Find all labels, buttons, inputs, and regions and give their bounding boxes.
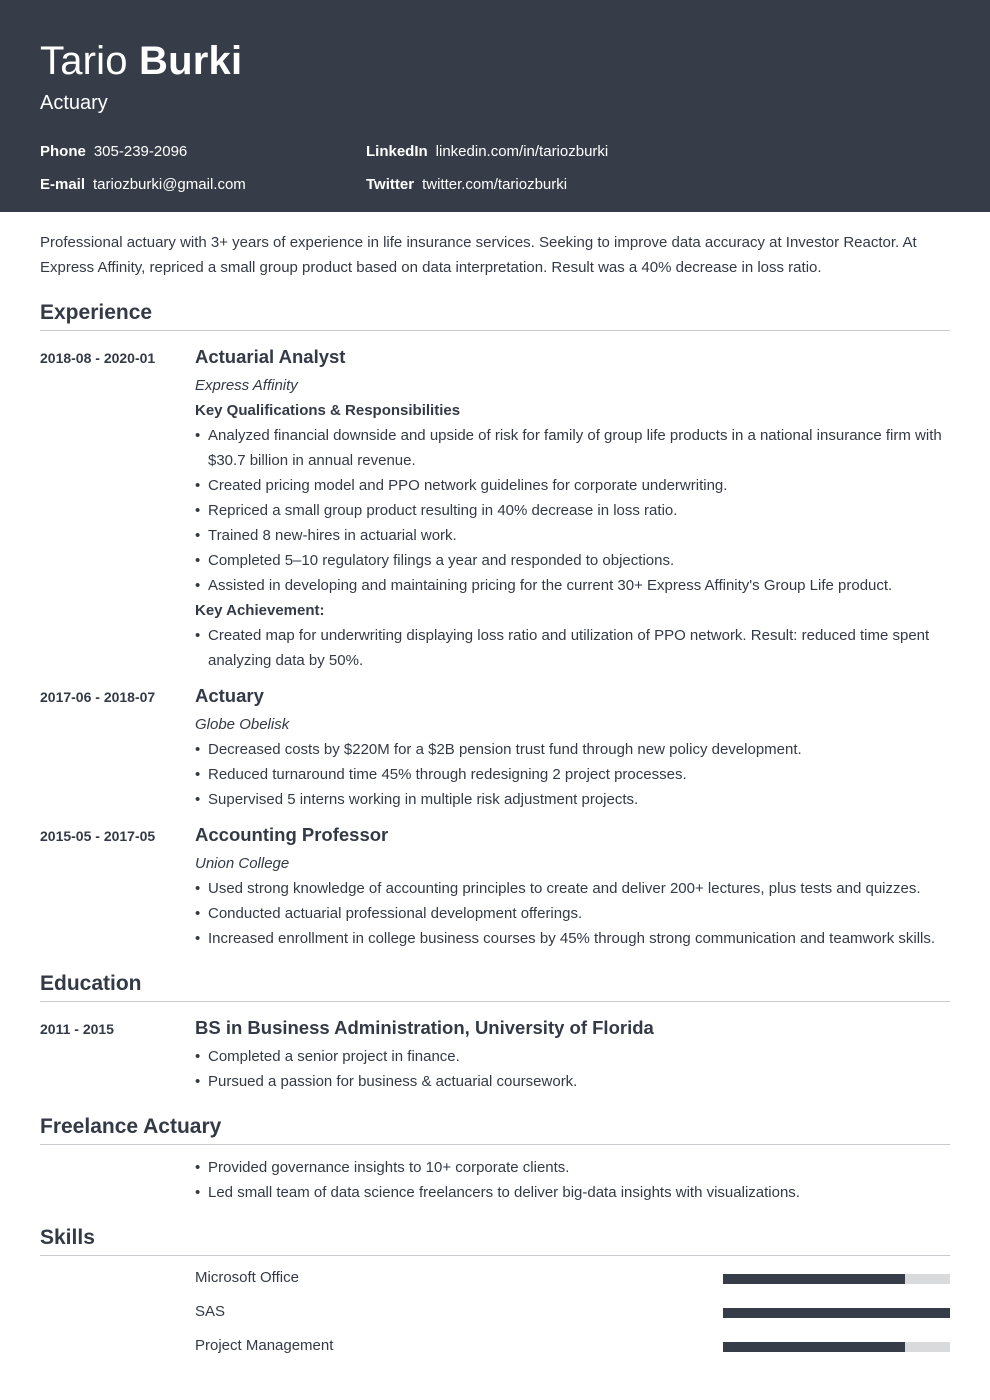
skill-name: Project Management bbox=[195, 1337, 334, 1354]
bullet-item: • Decreased costs by $220M for a $2B pension trust fund through new policy development. bbox=[195, 737, 950, 762]
resume-body bbox=[0, 230, 990, 1370]
skills-heading: Skills bbox=[40, 1226, 95, 1249]
skill-level-bar bbox=[723, 1274, 950, 1284]
skills-section bbox=[40, 1225, 950, 1370]
job-company: Globe Obelisk bbox=[195, 716, 290, 733]
linkedin-value[interactable]: linkedin.com/in/tariozburki bbox=[435, 143, 609, 160]
last-name: Burki bbox=[139, 39, 243, 83]
skill-level-fill bbox=[723, 1308, 950, 1318]
skill-name: Microsoft Office bbox=[195, 1269, 299, 1286]
contact-phone bbox=[40, 142, 187, 162]
skill-level-fill bbox=[723, 1274, 905, 1284]
contact-linkedin bbox=[366, 142, 608, 162]
bullet-item: • Led small team of data science freelancers to deliver big-data insights with visualizations. bbox=[195, 1180, 950, 1205]
skill-level-bar bbox=[723, 1342, 950, 1352]
bullet-item: • Created pricing model and PPO network guidelines for corporate underwriting. bbox=[195, 473, 950, 498]
skills-list bbox=[40, 1268, 950, 1370]
job-role: Actuary bbox=[195, 685, 264, 706]
job-dates: 2017-06 - 2018-07 bbox=[40, 689, 156, 705]
job-dates: 2018-08 - 2020-01 bbox=[40, 350, 156, 366]
job-company: Union College bbox=[195, 855, 290, 872]
bullet-item: • Completed a senior project in finance. bbox=[195, 1044, 950, 1069]
bullet-item: • Used strong knowledge of accounting principles to create and deliver 200+ lectures, plus tests and quizzes. bbox=[195, 876, 950, 901]
job-role: Accounting Professor bbox=[195, 824, 389, 845]
experience-heading: Experience bbox=[40, 301, 153, 324]
achievement-bullets bbox=[195, 623, 950, 673]
job-dates: 2015-05 - 2017-05 bbox=[40, 828, 156, 844]
education-heading: Education bbox=[40, 972, 142, 995]
bullet-item: • Provided governance insights to 10+ corporate clients. bbox=[195, 1155, 950, 1180]
linkedin-label: LinkedIn bbox=[366, 143, 428, 160]
freelance-section bbox=[40, 1114, 950, 1205]
bullet-item: • Pursued a passion for business & actuarial coursework. bbox=[195, 1069, 950, 1094]
contact-email bbox=[40, 175, 246, 195]
job-company: Express Affinity bbox=[195, 377, 298, 394]
job-entry bbox=[40, 684, 950, 812]
summary: Professional actuary with 3+ years of experience in life insurance services. Seeking to improve data accuracy at Investor Reactor. At Express Affinity, repriced a small group product based on data interpretation. Result was a 40% decrease in loss ratio. bbox=[40, 234, 917, 276]
skill-row bbox=[40, 1302, 950, 1336]
job-bullets bbox=[195, 737, 950, 812]
qualifications-heading: Key Qualifications & Responsibilities bbox=[195, 402, 461, 419]
job-bullets bbox=[195, 876, 950, 951]
education-bullets bbox=[195, 1044, 950, 1094]
twitter-label: Twitter bbox=[366, 176, 415, 193]
bullet-item: • Trained 8 new-hires in actuarial work. bbox=[195, 523, 950, 548]
experience-section bbox=[40, 300, 950, 951]
education-degree: BS in Business Administration, University of Florida bbox=[195, 1017, 654, 1038]
first-name: Tario bbox=[40, 39, 128, 83]
section-divider bbox=[40, 1001, 950, 1002]
bullet-item: • Analyzed financial downside and upside of risk for family of group life products in a national insurance firm with $30.7 billion in annual revenue. bbox=[195, 423, 950, 473]
bullet-item: • Completed 5–10 regulatory filings a year and responded to objections. bbox=[195, 548, 950, 573]
job-entry bbox=[40, 345, 950, 673]
email-label: E-mail bbox=[40, 176, 86, 193]
job-entry bbox=[40, 823, 950, 951]
skill-row bbox=[40, 1336, 950, 1370]
bullet-item: • Conducted actuarial professional development offerings. bbox=[195, 901, 950, 926]
skill-level-bar bbox=[723, 1308, 950, 1318]
job-title: Actuary bbox=[40, 92, 108, 114]
freelance-bullets bbox=[195, 1155, 950, 1205]
full-name bbox=[40, 38, 950, 84]
education-dates: 2011 - 2015 bbox=[40, 1021, 114, 1037]
skill-row bbox=[40, 1268, 950, 1302]
email-value[interactable]: tariozburki@gmail.com bbox=[93, 176, 246, 193]
resume-header bbox=[0, 0, 990, 212]
education-section bbox=[40, 971, 950, 1094]
phone-value[interactable]: 305-239-2096 bbox=[93, 143, 188, 160]
section-divider bbox=[40, 1255, 950, 1256]
twitter-value[interactable]: twitter.com/tariozburki bbox=[422, 176, 568, 193]
job-bullets bbox=[195, 423, 950, 598]
bullet-item: • Supervised 5 interns working in multiple risk adjustment projects. bbox=[195, 787, 950, 812]
contact-twitter bbox=[366, 175, 567, 195]
phone-label: Phone bbox=[40, 143, 86, 160]
job-role: Actuarial Analyst bbox=[195, 346, 346, 367]
bullet-item: • Reduced turnaround time 45% through redesigning 2 project processes. bbox=[195, 762, 950, 787]
bullet-item: • Repriced a small group product resulting in 40% decrease in loss ratio. bbox=[195, 498, 950, 523]
achievement-heading: Key Achievement: bbox=[195, 602, 325, 619]
section-divider bbox=[40, 1144, 950, 1145]
bullet-item: • Increased enrollment in college business courses by 45% through strong communication and teamwork skills. bbox=[195, 926, 950, 951]
freelance-entry bbox=[40, 1155, 950, 1205]
skill-name: SAS bbox=[195, 1303, 226, 1320]
freelance-heading: Freelance Actuary bbox=[40, 1115, 222, 1138]
bullet-item: • Assisted in developing and maintaining pricing for the current 30+ Express Affinity's Group Life product. bbox=[195, 573, 950, 598]
bullet-item: • Created map for underwriting displaying loss ratio and utilization of PPO network. Result: reduced time spent analyzing data by 50%. bbox=[195, 623, 950, 673]
section-divider bbox=[40, 330, 950, 331]
education-entry bbox=[40, 1016, 950, 1094]
skill-level-fill bbox=[723, 1342, 905, 1352]
